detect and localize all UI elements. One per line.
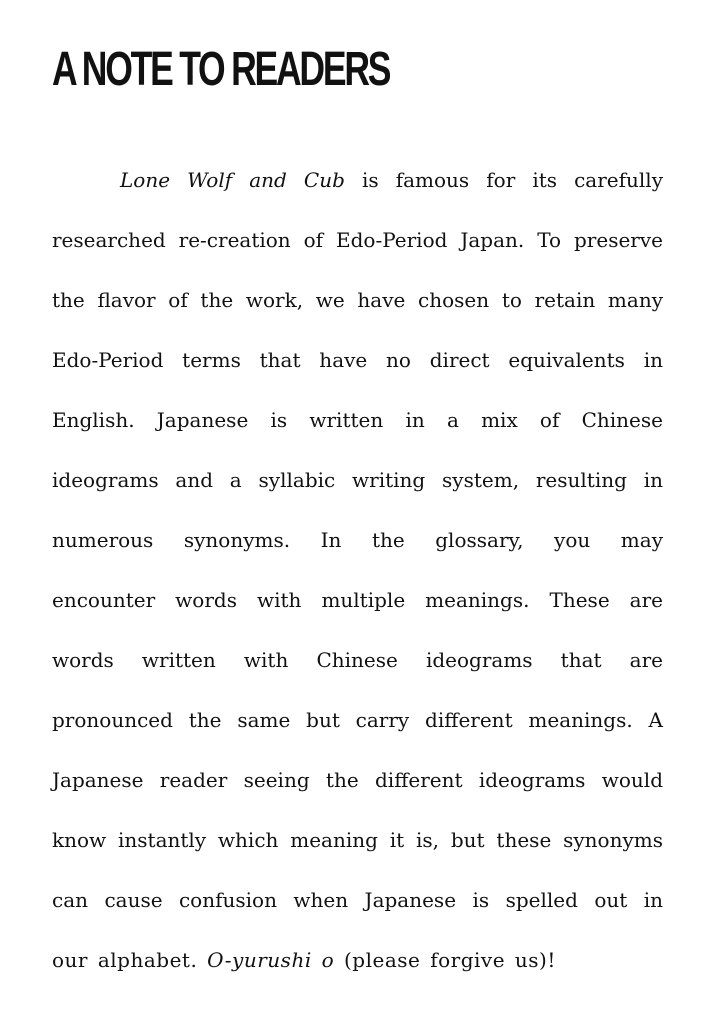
- text-line: Japanese reader seeing the different ideograms would: [52, 768, 663, 792]
- text-line: know instantly which meaning it is, but these synonyms: [52, 828, 663, 852]
- text-line: [52, 158, 663, 218]
- text-line: encounter words with multiple meanings. These are: [52, 588, 663, 612]
- text-line: numerous synonyms. In the glossary, you may: [52, 528, 663, 552]
- japanese-phrase-italic: O-yurushi o: [207, 948, 335, 972]
- book-title-italic: Lone Wolf and Cub: [120, 168, 345, 192]
- text-line: can cause confusion when Japanese is spelled out in: [52, 888, 663, 912]
- text-line: pronounced the same but carry different meanings. A: [52, 708, 663, 732]
- text-line: researched re-creation of Edo-Period Japan. To preserve: [52, 228, 663, 252]
- text-segment: is famous for its carefully: [344, 168, 663, 192]
- text-line: [52, 938, 663, 998]
- text-line: Edo-Period terms that have no direct equivalents in: [52, 348, 663, 372]
- text-line: the flavor of the work, we have chosen to retain many: [52, 288, 663, 312]
- text-segment: (please forgive us)!: [334, 948, 556, 972]
- body-paragraph: [52, 158, 663, 998]
- text-segment: our alphabet.: [52, 948, 208, 972]
- text-line: ideograms and a syllabic writing system, resulting in: [52, 468, 663, 492]
- text-line: English. Japanese is written in a mix of Chinese: [52, 408, 663, 432]
- text-line: words written with Chinese ideograms that are: [52, 648, 663, 672]
- page-title: A NOTE TO READERS: [52, 43, 390, 96]
